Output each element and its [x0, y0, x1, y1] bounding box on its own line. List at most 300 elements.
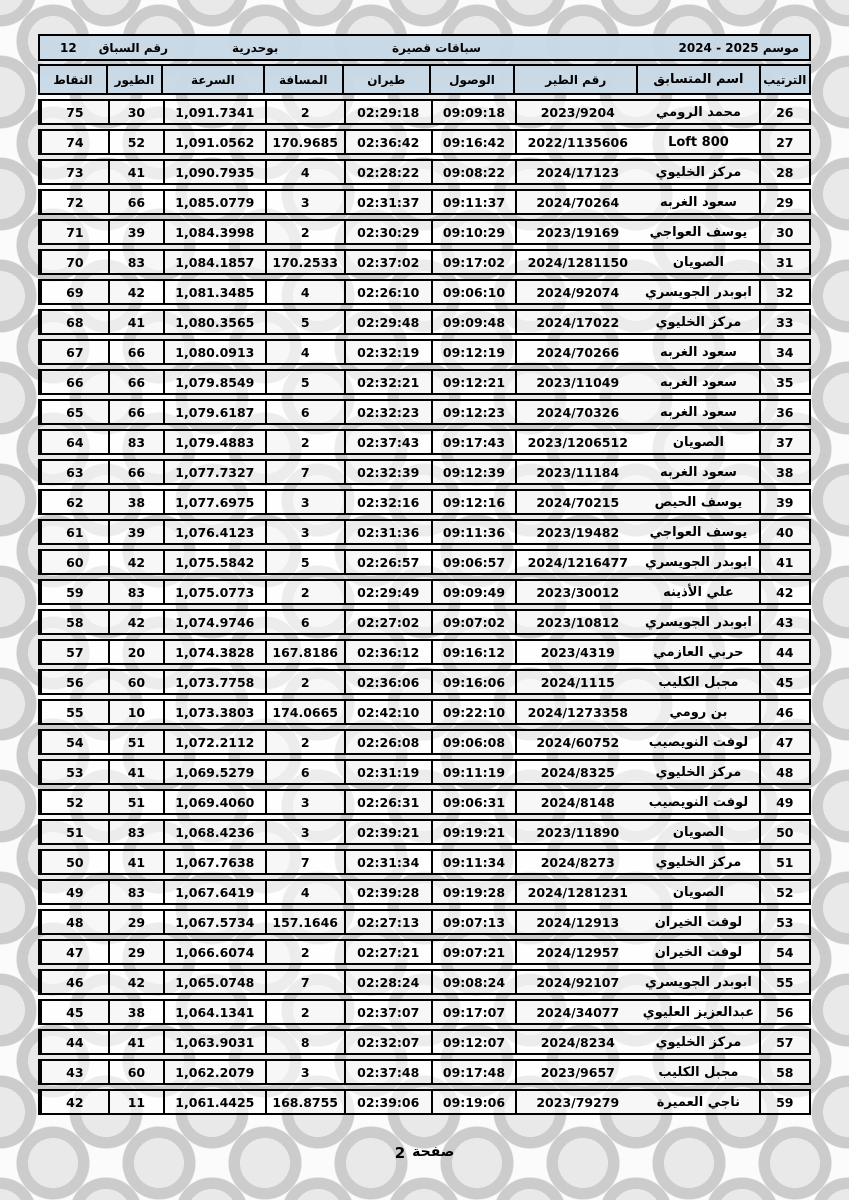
table-row [38, 489, 811, 515]
arrival-cell: 09:06:08 [431, 731, 516, 753]
col-header-distance: المسافة [265, 66, 344, 93]
arrival-cell: 09:06:31 [431, 791, 516, 813]
flight-cell: 02:32:39 [344, 461, 431, 483]
points-cell: 46 [40, 971, 108, 993]
bird-number-cell: 2023/9657 [515, 1061, 638, 1083]
birds-cell: 42 [108, 281, 163, 303]
points-cell: 52 [40, 791, 108, 813]
points-cell: 51 [40, 821, 108, 843]
points-cell: 49 [40, 881, 108, 903]
speed-cell: 1,085.0779 [163, 191, 265, 213]
flight-cell: 02:32:19 [344, 341, 431, 363]
points-cell: 45 [40, 1001, 108, 1023]
table-row [38, 939, 811, 965]
bird-number-cell: 2023/4319 [515, 641, 638, 663]
arrival-cell: 09:17:43 [431, 431, 516, 453]
competitor-name-cell: مركز الخليوي [638, 311, 760, 333]
competitor-name-cell: الصويان [638, 821, 760, 843]
distance-cell: 5 [265, 371, 344, 393]
speed-cell: 1,067.7638 [163, 851, 265, 873]
distance-cell: 170.9685 [265, 131, 344, 153]
flight-cell: 02:36:42 [344, 131, 431, 153]
arrival-cell: 09:12:07 [431, 1031, 516, 1053]
birds-cell: 39 [108, 221, 163, 243]
col-header-flight: طيران [344, 66, 431, 93]
rank-cell: 58 [776, 1064, 794, 1080]
points-cell: 43 [40, 1061, 108, 1083]
distance-cell: 168.8755 [265, 1091, 344, 1113]
speed-cell: 1,073.3803 [163, 701, 265, 723]
location-label: بوحدرية [232, 40, 279, 55]
points-cell: 75 [40, 101, 108, 123]
birds-cell: 66 [108, 341, 163, 363]
distance-cell: 6 [265, 761, 344, 783]
birds-cell: 10 [108, 701, 163, 723]
birds-cell: 66 [108, 461, 163, 483]
arrival-cell: 09:19:28 [431, 881, 516, 903]
birds-cell: 39 [108, 521, 163, 543]
birds-cell: 41 [108, 851, 163, 873]
flight-cell: 02:42:10 [344, 701, 431, 723]
birds-cell: 66 [108, 371, 163, 393]
birds-cell: 83 [108, 431, 163, 453]
speed-cell: 1,072.2112 [163, 731, 265, 753]
points-cell: 61 [40, 521, 108, 543]
col-header-rank: الترتيب [763, 72, 807, 87]
bird-number-cell: 2024/12957 [515, 941, 638, 963]
bird-number-cell: 2023/10812 [515, 611, 638, 633]
birds-cell: 41 [108, 761, 163, 783]
rank-cell: 52 [776, 884, 794, 900]
speed-cell: 1,090.7935 [163, 161, 265, 183]
points-cell: 71 [40, 221, 108, 243]
competitor-name-cell: الصويان [638, 431, 760, 453]
rank-cell: 51 [776, 854, 794, 870]
competitor-name-cell: مركز الخليوي [638, 161, 760, 183]
flight-cell: 02:30:29 [344, 221, 431, 243]
flight-cell: 02:32:21 [344, 371, 431, 393]
flight-cell: 02:27:13 [344, 911, 431, 933]
bird-number-cell: 2024/92107 [515, 971, 638, 993]
points-cell: 74 [40, 131, 108, 153]
competitor-name-cell: سعود الغربه [638, 341, 760, 363]
competitor-name-cell: لوفت الخيران [638, 911, 760, 933]
race-number-group [60, 41, 168, 55]
arrival-cell: 09:07:02 [431, 611, 516, 633]
rank-cell: 46 [776, 704, 794, 720]
arrival-cell: 09:12:21 [431, 371, 516, 393]
competitor-name-cell: يوسف العواجي [638, 221, 760, 243]
bird-number-cell: 2024/8273 [515, 851, 638, 873]
table-row [38, 789, 811, 815]
rank-cell: 35 [776, 374, 794, 390]
competitor-name-cell: ابوبدر الجويسري [638, 971, 760, 993]
arrival-cell: 09:07:13 [431, 911, 516, 933]
rank-cell: 43 [776, 614, 794, 630]
speed-cell: 1,069.4060 [163, 791, 265, 813]
competitor-name-cell: ابوبدر الجويسري [638, 281, 760, 303]
speed-cell: 1,063.9031 [163, 1031, 265, 1053]
distance-cell: 2 [265, 101, 344, 123]
speed-cell: 1,084.3998 [163, 221, 265, 243]
page-number: 2 [394, 1144, 406, 1162]
speed-cell: 1,069.5279 [163, 761, 265, 783]
birds-cell: 83 [108, 881, 163, 903]
distance-cell: 7 [265, 851, 344, 873]
points-cell: 57 [40, 641, 108, 663]
race-type-label: سباقات قصيرة [392, 40, 481, 55]
col-header-bird-number: رقم الطير [515, 66, 638, 93]
competitor-name-cell: عبدالعزيز العليوي [638, 1001, 760, 1023]
table-row [38, 279, 811, 305]
competitor-name-cell: Loft 800 [638, 131, 760, 153]
flight-cell: 02:26:10 [344, 281, 431, 303]
bird-number-cell: 2024/1115 [515, 671, 638, 693]
birds-cell: 66 [108, 191, 163, 213]
page-footer [0, 1144, 849, 1162]
table-row [38, 759, 811, 785]
table-row [38, 849, 811, 875]
bird-number-cell: 2023/11049 [515, 371, 638, 393]
table-header-row [38, 64, 811, 95]
rank-cell: 48 [776, 764, 794, 780]
points-cell: 65 [40, 401, 108, 423]
points-cell: 55 [40, 701, 108, 723]
rank-cell: 37 [776, 434, 794, 450]
points-cell: 72 [40, 191, 108, 213]
speed-cell: 1,080.3565 [163, 311, 265, 333]
rank-cell: 39 [776, 494, 794, 510]
competitor-name-cell: ناجي العميرة [638, 1091, 760, 1113]
table-row [38, 549, 811, 575]
speed-cell: 1,064.1341 [163, 1001, 265, 1023]
points-cell: 63 [40, 461, 108, 483]
distance-cell: 4 [265, 281, 344, 303]
points-cell: 53 [40, 761, 108, 783]
table-row [38, 669, 811, 695]
flight-cell: 02:29:48 [344, 311, 431, 333]
distance-cell: 6 [265, 401, 344, 423]
competitor-name-cell: لوفت النويصيب [638, 731, 760, 753]
bird-number-cell: 2024/8325 [515, 761, 638, 783]
birds-cell: 42 [108, 971, 163, 993]
table-row [38, 729, 811, 755]
distance-cell: 2 [265, 731, 344, 753]
table-body [38, 99, 811, 1115]
distance-cell: 7 [265, 971, 344, 993]
arrival-cell: 09:09:18 [431, 101, 516, 123]
flight-cell: 02:39:21 [344, 821, 431, 843]
distance-cell: 6 [265, 611, 344, 633]
rank-cell: 45 [776, 674, 794, 690]
birds-cell: 41 [108, 311, 163, 333]
distance-cell: 174.0665 [265, 701, 344, 723]
results-table [38, 34, 811, 1115]
flight-cell: 02:32:07 [344, 1031, 431, 1053]
birds-cell: 83 [108, 581, 163, 603]
bird-number-cell: 2024/34077 [515, 1001, 638, 1023]
table-row [38, 819, 811, 845]
flight-cell: 02:31:34 [344, 851, 431, 873]
flight-cell: 02:31:36 [344, 521, 431, 543]
speed-cell: 1,061.4425 [163, 1091, 265, 1113]
competitor-name-cell: ابوبدر الجويسري [638, 551, 760, 573]
race-number-label: رقم السباق [98, 40, 169, 55]
bird-number-cell: 2024/1281150 [515, 251, 638, 273]
flight-cell: 02:39:28 [344, 881, 431, 903]
col-header-birds: الطيور [108, 66, 163, 93]
points-cell: 62 [40, 491, 108, 513]
competitor-name-cell: يوسف الحيص [638, 491, 760, 513]
distance-cell: 2 [265, 581, 344, 603]
table-row [38, 639, 811, 665]
points-cell: 54 [40, 731, 108, 753]
distance-cell: 2 [265, 221, 344, 243]
arrival-cell: 09:11:34 [431, 851, 516, 873]
competitor-name-cell: مركز الخليوي [638, 851, 760, 873]
points-cell: 48 [40, 911, 108, 933]
flight-cell: 02:28:24 [344, 971, 431, 993]
table-row [38, 219, 811, 245]
birds-cell: 29 [108, 941, 163, 963]
rank-cell: 50 [776, 824, 794, 840]
distance-cell: 4 [265, 161, 344, 183]
distance-cell: 4 [265, 341, 344, 363]
competitor-name-cell: علي الأذينه [638, 581, 760, 603]
competitor-name-cell: مركز الخليوي [638, 761, 760, 783]
distance-cell: 3 [265, 491, 344, 513]
bird-number-cell: 2024/12913 [515, 911, 638, 933]
table-row [38, 429, 811, 455]
distance-cell: 3 [265, 521, 344, 543]
flight-cell: 02:29:18 [344, 101, 431, 123]
table-row [38, 1089, 811, 1115]
distance-cell: 4 [265, 881, 344, 903]
birds-cell: 29 [108, 911, 163, 933]
rank-cell: 44 [776, 644, 794, 660]
competitor-name-cell: ابوبدر الجويسري [638, 611, 760, 633]
bird-number-cell: 2023/30012 [515, 581, 638, 603]
points-cell: 64 [40, 431, 108, 453]
arrival-cell: 09:12:19 [431, 341, 516, 363]
competitor-name-cell: سعود الغربه [638, 371, 760, 393]
distance-cell: 157.1646 [265, 911, 344, 933]
birds-cell: 60 [108, 1061, 163, 1083]
arrival-cell: 09:10:29 [431, 221, 516, 243]
bird-number-cell: 2023/79279 [515, 1091, 638, 1113]
flight-cell: 02:26:08 [344, 731, 431, 753]
distance-cell: 5 [265, 551, 344, 573]
col-header-competitor-name: اسم المتسابق [638, 66, 760, 93]
speed-cell: 1,084.1857 [163, 251, 265, 273]
birds-cell: 42 [108, 551, 163, 573]
speed-cell: 1,081.3485 [163, 281, 265, 303]
competitor-name-cell: محمد الرومي [638, 101, 760, 123]
flight-cell: 02:37:43 [344, 431, 431, 453]
arrival-cell: 09:07:21 [431, 941, 516, 963]
distance-cell: 2 [265, 671, 344, 693]
birds-cell: 41 [108, 161, 163, 183]
flight-cell: 02:29:49 [344, 581, 431, 603]
birds-cell: 83 [108, 251, 163, 273]
arrival-cell: 09:12:23 [431, 401, 516, 423]
competitor-name-cell: مركز الخليوي [638, 1031, 760, 1053]
speed-cell: 1,077.7327 [163, 461, 265, 483]
distance-cell: 3 [265, 1061, 344, 1083]
arrival-cell: 09:17:07 [431, 1001, 516, 1023]
flight-cell: 02:26:31 [344, 791, 431, 813]
rank-cell: 42 [776, 584, 794, 600]
points-cell: 47 [40, 941, 108, 963]
bird-number-cell: 2023/11184 [515, 461, 638, 483]
flight-cell: 02:37:07 [344, 1001, 431, 1023]
bird-number-cell: 2024/92074 [515, 281, 638, 303]
rank-cell: 38 [776, 464, 794, 480]
bird-number-cell: 2023/11890 [515, 821, 638, 843]
points-cell: 42 [40, 1091, 108, 1113]
competitor-name-cell: الصويان [638, 881, 760, 903]
bird-number-cell: 2023/1206512 [515, 431, 638, 453]
bird-number-cell: 2024/1281231 [515, 881, 638, 903]
distance-cell: 167.8186 [265, 641, 344, 663]
flight-cell: 02:26:57 [344, 551, 431, 573]
table-row [38, 579, 811, 605]
birds-cell: 51 [108, 731, 163, 753]
bird-number-cell: 2024/17123 [515, 161, 638, 183]
bird-number-cell: 2024/1273358 [515, 701, 638, 723]
birds-cell: 41 [108, 1031, 163, 1053]
arrival-cell: 09:17:48 [431, 1061, 516, 1083]
table-row [38, 609, 811, 635]
table-row [38, 699, 811, 725]
distance-cell: 3 [265, 821, 344, 843]
birds-cell: 11 [108, 1091, 163, 1113]
bird-number-cell: 2024/70215 [515, 491, 638, 513]
speed-cell: 1,073.7758 [163, 671, 265, 693]
arrival-cell: 09:06:10 [431, 281, 516, 303]
bird-number-cell: 2024/1216477 [515, 551, 638, 573]
flight-cell: 02:36:12 [344, 641, 431, 663]
speed-cell: 1,074.3828 [163, 641, 265, 663]
rank-cell: 53 [776, 914, 794, 930]
table-row [38, 999, 811, 1025]
season-label: موسم 2025 - 2024 [678, 40, 799, 55]
competitor-name-cell: حربي العازمي [638, 641, 760, 663]
race-number-value: 12 [60, 40, 77, 55]
speed-cell: 1,074.9746 [163, 611, 265, 633]
competitor-name-cell: بن رومي [638, 701, 760, 723]
competitor-name-cell: لوفت النويصيب [638, 791, 760, 813]
arrival-cell: 09:08:24 [431, 971, 516, 993]
rank-cell: 40 [776, 524, 794, 540]
distance-cell: 5 [265, 311, 344, 333]
distance-cell: 3 [265, 191, 344, 213]
birds-cell: 42 [108, 611, 163, 633]
rank-cell: 49 [776, 794, 794, 810]
speed-cell: 1,080.0913 [163, 341, 265, 363]
table-row [38, 909, 811, 935]
rank-cell: 36 [776, 404, 794, 420]
points-cell: 58 [40, 611, 108, 633]
flight-cell: 02:39:06 [344, 1091, 431, 1113]
flight-cell: 02:27:21 [344, 941, 431, 963]
col-header-speed: السرعة [163, 66, 265, 93]
points-cell: 70 [40, 251, 108, 273]
bird-number-cell: 2024/60752 [515, 731, 638, 753]
points-cell: 50 [40, 851, 108, 873]
speed-cell: 1,075.5842 [163, 551, 265, 573]
rank-cell: 29 [776, 194, 794, 210]
table-row [38, 969, 811, 995]
bird-number-cell: 2024/8148 [515, 791, 638, 813]
points-cell: 66 [40, 371, 108, 393]
competitor-name-cell: الصويان [638, 251, 760, 273]
bird-number-cell: 2024/8234 [515, 1031, 638, 1053]
arrival-cell: 09:16:42 [431, 131, 516, 153]
table-row [38, 879, 811, 905]
rank-cell: 55 [776, 974, 794, 990]
table-row [38, 249, 811, 275]
competitor-name-cell: مجبل الكليب [638, 671, 760, 693]
points-cell: 60 [40, 551, 108, 573]
bird-number-cell: 2023/19482 [515, 521, 638, 543]
arrival-cell: 09:11:37 [431, 191, 516, 213]
rank-cell: 57 [776, 1034, 794, 1050]
table-row [38, 369, 811, 395]
bird-number-cell: 2023/9204 [515, 101, 638, 123]
arrival-cell: 09:19:21 [431, 821, 516, 843]
race-info-bar [38, 34, 811, 61]
rank-cell: 27 [776, 134, 794, 150]
table-row [38, 519, 811, 545]
arrival-cell: 09:17:02 [431, 251, 516, 273]
birds-cell: 51 [108, 791, 163, 813]
distance-cell: 2 [265, 431, 344, 453]
speed-cell: 1,077.6975 [163, 491, 265, 513]
table-row [38, 459, 811, 485]
birds-cell: 60 [108, 671, 163, 693]
arrival-cell: 09:08:22 [431, 161, 516, 183]
birds-cell: 83 [108, 821, 163, 843]
speed-cell: 1,076.4123 [163, 521, 265, 543]
points-cell: 73 [40, 161, 108, 183]
distance-cell: 3 [265, 791, 344, 813]
table-row [38, 1029, 811, 1055]
bird-number-cell: 2024/70264 [515, 191, 638, 213]
arrival-cell: 09:11:19 [431, 761, 516, 783]
arrival-cell: 09:22:10 [431, 701, 516, 723]
birds-cell: 38 [108, 491, 163, 513]
bird-number-cell: 2024/17022 [515, 311, 638, 333]
table-row [38, 99, 811, 125]
rank-cell: 34 [776, 344, 794, 360]
speed-cell: 1,091.0562 [163, 131, 265, 153]
birds-cell: 38 [108, 1001, 163, 1023]
flight-cell: 02:27:02 [344, 611, 431, 633]
competitor-name-cell: يوسف العواجي [638, 521, 760, 543]
rank-cell: 28 [776, 164, 794, 180]
arrival-cell: 09:16:06 [431, 671, 516, 693]
arrival-cell: 09:06:57 [431, 551, 516, 573]
bird-number-cell: 2024/70266 [515, 341, 638, 363]
speed-cell: 1,062.2079 [163, 1061, 265, 1083]
distance-cell: 2 [265, 941, 344, 963]
arrival-cell: 09:16:12 [431, 641, 516, 663]
flight-cell: 02:37:48 [344, 1061, 431, 1083]
table-row [38, 189, 811, 215]
birds-cell: 30 [108, 101, 163, 123]
table-row [38, 399, 811, 425]
